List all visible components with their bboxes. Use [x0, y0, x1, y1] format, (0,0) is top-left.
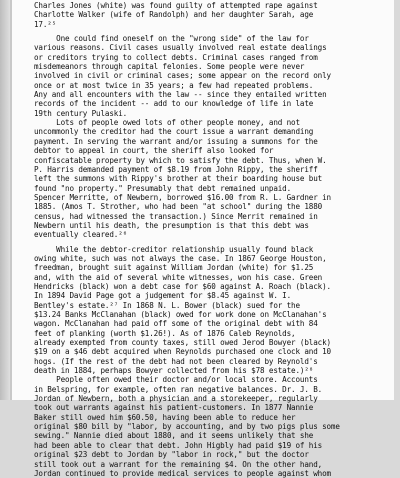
text-line: Charles Jones (white) was found guilty of attempted rape against: [34, 1, 318, 10]
text-line: payment. In serving the warrant and/or issuing a summons for the: [34, 136, 318, 146]
text-line: already exempted from county taxes, still owed Jerod Bowyer (black): [34, 338, 331, 348]
text-line: in Belspring, for example, often ran negative balances. Dr. J. B.: [34, 384, 323, 394]
text-line: various reasons. Civil cases usually involved real estate dealings: [34, 43, 327, 53]
text-line: death in 1884, perhaps Bowyer collected from his $78 estate.)²⁸: [34, 366, 314, 376]
text-line: 19th century Pulaski.: [34, 108, 128, 118]
paragraph: [34, 34, 394, 240]
text-line: took out warrants against his patient-customers. In 1877 Nannie: [34, 403, 314, 413]
text-line: freedman, brought suit against William Jordan (white) for $1.25: [34, 263, 314, 273]
text-line: In 1894 David Page got a judgement for $8.45 against W. I.: [34, 291, 292, 301]
text-line: One could find oneself on the "wrong side" of the law for: [34, 34, 309, 44]
text-line: Jordan of Newbern, both a physician and a storekeeper, regularly: [34, 394, 318, 404]
text-line: sewing." Nannie died about 1880, and it seems unlikely that she: [34, 431, 314, 441]
text-line: Jordan continued to provide medical services to people against whom: [34, 468, 331, 478]
text-line: wagon. McClanahan had paid off some of the original debt with 84: [34, 319, 318, 329]
document-body: [34, 1, 394, 478]
text-line: census, had witnessed the transaction.) Since Merrit remained in: [34, 211, 318, 221]
text-line: Spencer Merritte, of Newbern, borrowed $16.00 from R. L. Gardner in: [34, 192, 331, 202]
text-line: misdemeanors through capital felonies. Some people were never: [34, 62, 305, 72]
text-line: original $23 debt to Jordan by "labor in rock," but the doctor: [34, 450, 309, 460]
text-line: left the summons with Rippy's brother at their boarding house but: [34, 174, 323, 184]
text-line: $19 on a $46 debt acquired when Reynolds purchased one clock and 10: [34, 347, 331, 357]
text-line: involved in civil or criminal cases; some appear on the record only: [34, 71, 331, 81]
text-line: 1885. (Amos T. Strother, who had been "at school" during the 1880: [34, 202, 323, 212]
text-line: and, with the aid of several white witnesses, won his case. Green: [34, 272, 323, 282]
page-binding-edge: [0, 0, 12, 400]
text-line: feet of planking (worth $1.26!). As of 1876 Caleb Reynolds,: [34, 328, 296, 338]
text-line: debtor to appeal in court, the sheriff also looked for: [34, 146, 274, 156]
text-line: Bentley's estate.²⁷ In 1868 N. L. Bower (black) sued for the: [34, 300, 300, 310]
text-line: original $80 bill by "labor, by accounting, and by two pigs plus some: [34, 422, 340, 432]
text-line: Any and all encounters with the law -- since they entailed written: [34, 90, 327, 100]
text-line: eventually cleared.²⁶: [34, 230, 128, 240]
paragraph: [34, 1, 394, 29]
text-line: 17.²⁵: [34, 19, 57, 29]
text-line: owing white, such was not always the case. In 1867 George Houston,: [34, 253, 327, 263]
text-line: records of the incident -- add to our knowledge of life in late: [34, 99, 314, 109]
text-line: Charlotte Walker (wife of Randolph) and her daughter Sarah, age: [34, 10, 314, 20]
text-line: or creditors trying to collect debts. Criminal cases ranged from: [34, 52, 318, 62]
text-line: still took out a warrant for the remaining $4. On the other hand,: [34, 459, 323, 469]
text-line: People often owed their doctor and/or local store. Accounts: [34, 375, 318, 385]
text-line: $13.24 Banks McClanahan (black) owed for work done on McClanahan's: [34, 310, 327, 319]
text-line: once or at most twice in 35 years; a few had repeated problems.: [34, 80, 314, 90]
text-line: confiscatable property by which to satisfy the debt. Thus, when W.: [34, 155, 327, 165]
text-line: P. Harris demanded payment of $8.19 from John Rippy, the sheriff: [34, 164, 318, 174]
text-line: While the debtor-creditor relationship usually found black: [34, 244, 314, 254]
text-line: Lots of people owed lots of other people money, and not: [34, 118, 300, 128]
text-line: Hendricks (black) won a debt case for $60 against A. Roach (black).: [34, 281, 331, 291]
paragraph: [34, 245, 394, 478]
text-line: Baker still owed him $60.50, having been able to reduce her: [34, 412, 296, 422]
text-line: uncommonly the creditor had the court issue a warrant demanding: [34, 127, 314, 137]
document-page: [12, 0, 394, 478]
text-line: hogs. (If the rest of the debt had not been cleared by Reynold's: [34, 356, 318, 366]
text-line: had been able to clear that debt. John Higbly had paid $19 of his: [34, 440, 323, 450]
text-line: found "no property." Presumably that debt remained unpaid.: [34, 183, 292, 193]
text-line: Newbern until his death, the presumption is that this debt was: [34, 220, 309, 230]
